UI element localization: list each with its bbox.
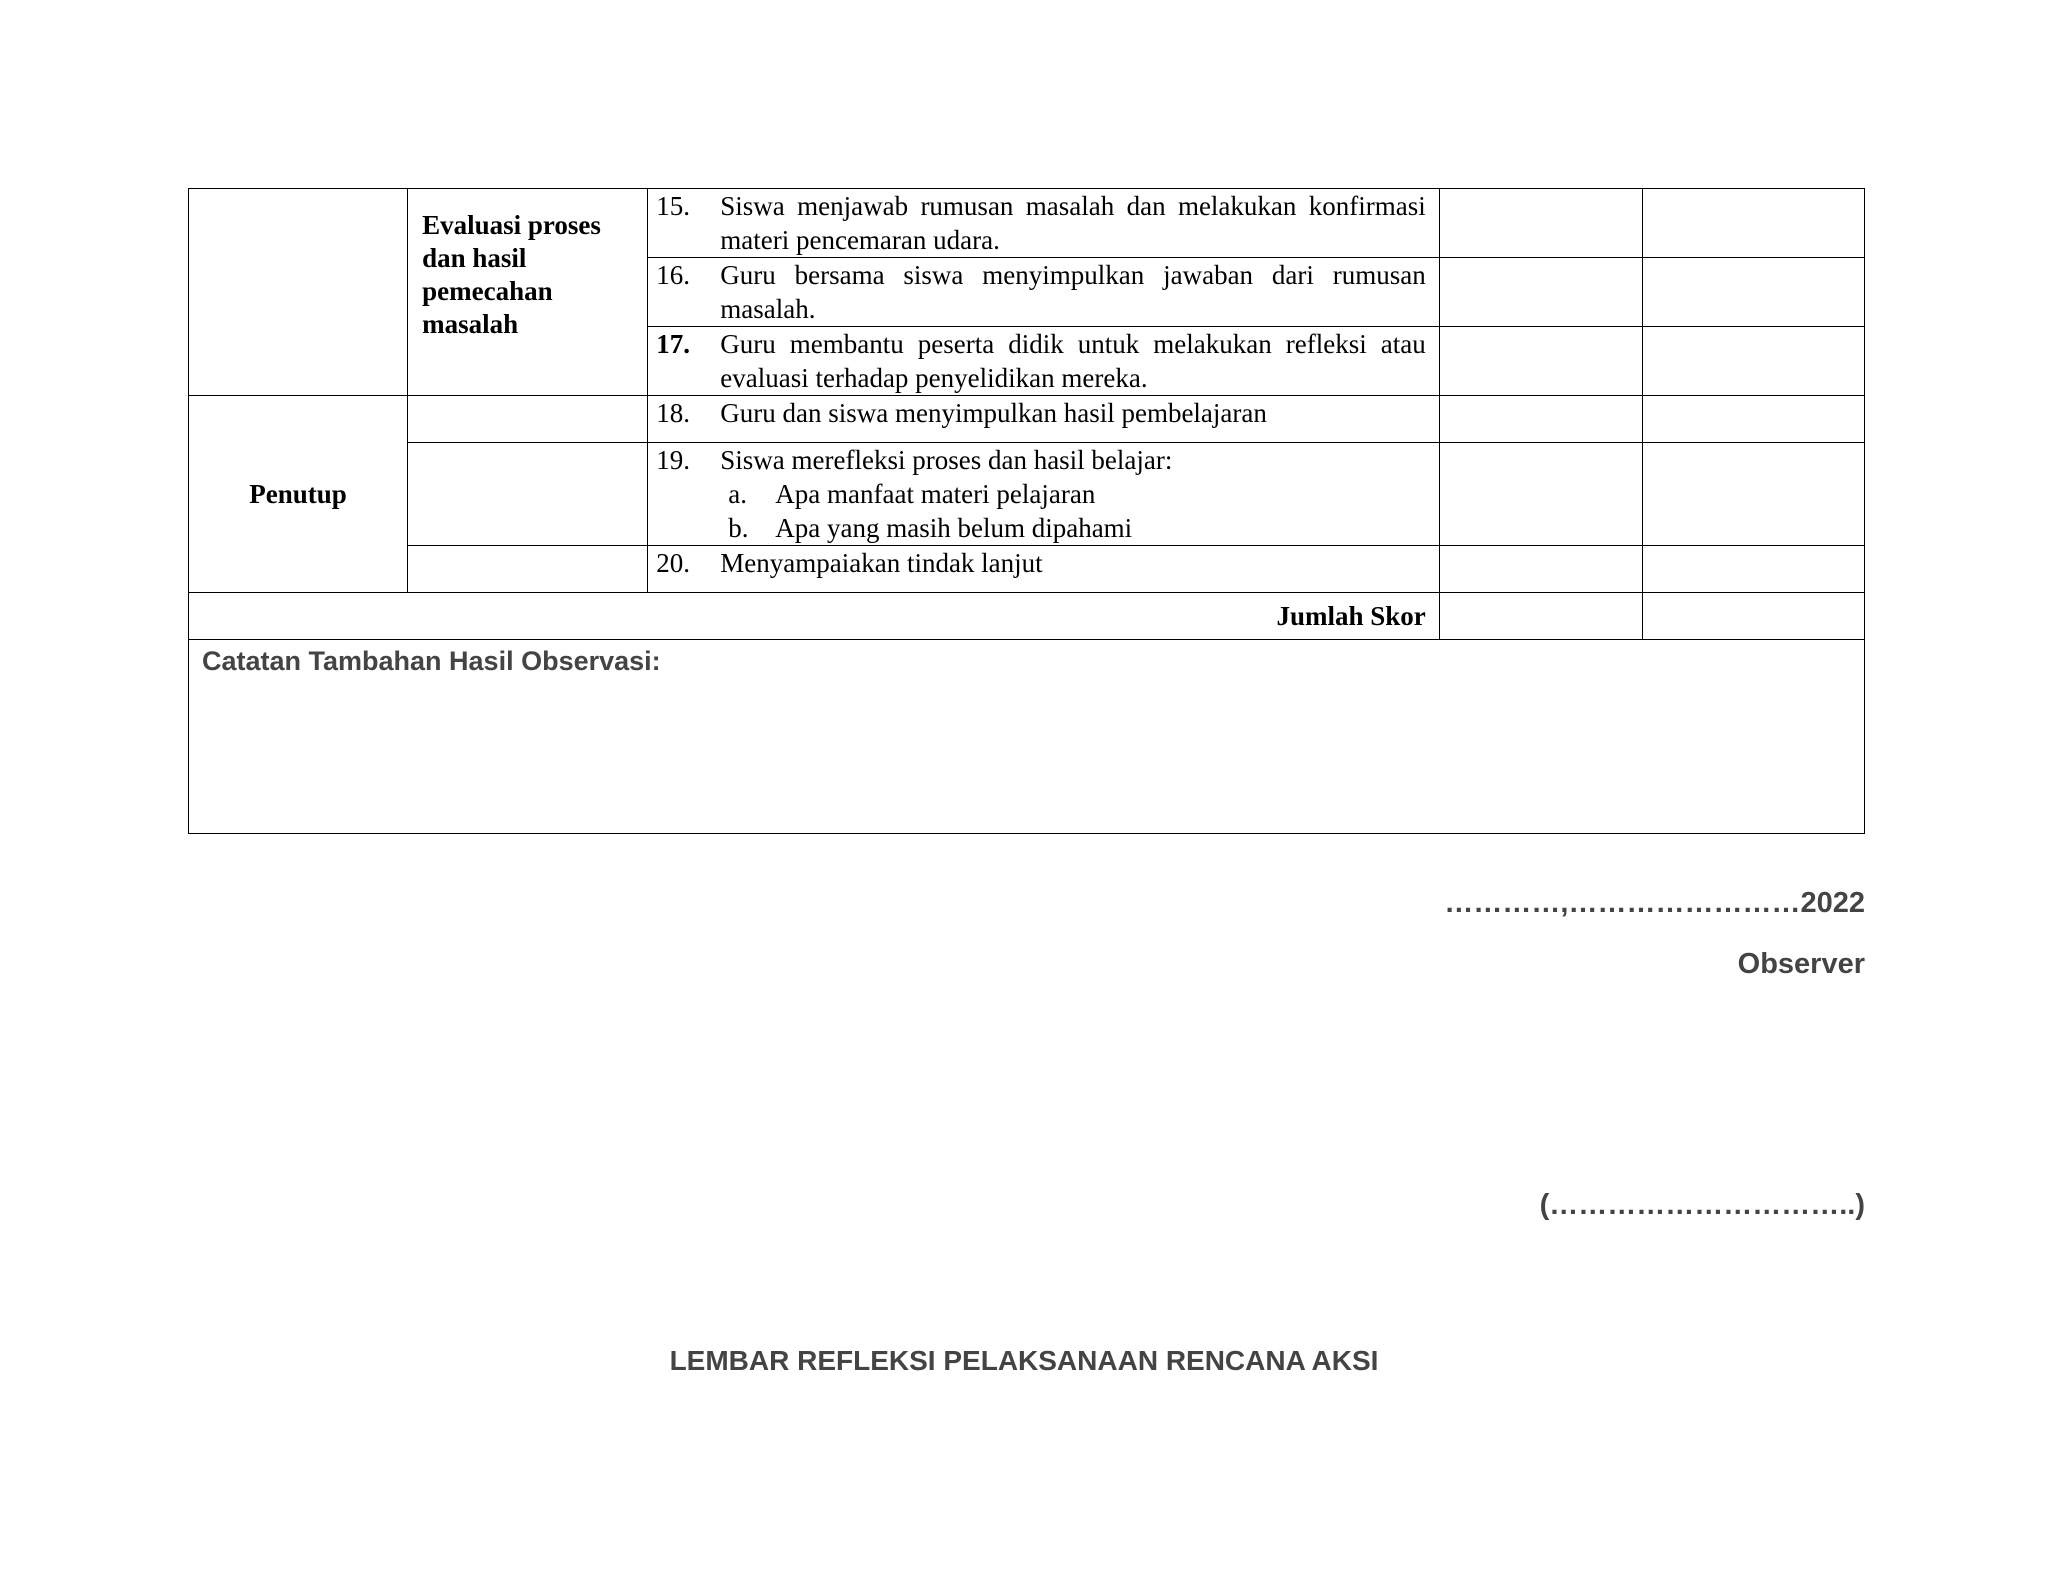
score-cell[interactable]	[1439, 189, 1642, 258]
item-cell	[648, 258, 1439, 327]
item-cell	[648, 443, 1439, 546]
step-line: pemecahan	[422, 276, 553, 306]
step-cell-empty	[408, 546, 648, 593]
step-line: dan hasil	[422, 243, 527, 273]
item-cell	[648, 189, 1439, 258]
score-cell[interactable]	[1439, 396, 1642, 443]
item-text: Menyampaiakan tindak lanjut	[720, 548, 1043, 578]
observation-table	[188, 188, 1865, 834]
score-cell[interactable]	[1439, 327, 1642, 396]
step-line: masalah	[422, 309, 519, 339]
item-cell	[648, 396, 1439, 443]
table-row	[189, 189, 1865, 258]
total-row	[189, 593, 1865, 640]
score-cell[interactable]	[1642, 189, 1864, 258]
next-section-title: LEMBAR REFLEKSI PELAKSANAAN RENCANA AKSI	[669, 1345, 1379, 1376]
item-text: Siswa merefleksi proses dan hasil belajar:	[720, 445, 1173, 475]
sub-item-letter: a.	[728, 479, 747, 509]
item-number: 16.	[656, 260, 691, 290]
score-cell[interactable]	[1642, 327, 1864, 396]
notes-label: Catatan Tambahan Hasil Observasi:	[202, 646, 661, 676]
phase-cell-empty	[189, 189, 408, 396]
item-cell	[648, 327, 1439, 396]
notes-row	[189, 640, 1865, 834]
item-number: 15.	[656, 191, 691, 221]
phase-cell-closing: Penutup	[189, 396, 408, 593]
notes-cell[interactable]	[189, 640, 1865, 834]
score-cell[interactable]	[1642, 443, 1864, 546]
sub-item-text: Apa yang masih belum dipahami	[775, 513, 1133, 543]
item-cell	[648, 546, 1439, 593]
score-cell[interactable]	[1642, 258, 1864, 327]
sub-item-text: Apa manfaat materi pelajaran	[775, 479, 1096, 509]
step-cell-empty	[408, 396, 648, 443]
step-cell-evaluation	[408, 189, 648, 396]
total-label: Jumlah Skor	[189, 593, 1440, 640]
signature-name-placeholder: (…………………………..)	[1539, 1189, 1865, 1221]
date-line: …………,……………………2022	[1444, 887, 1865, 919]
sub-item-letter: b.	[728, 513, 749, 543]
step-cell-empty	[408, 443, 648, 546]
observer-label: Observer	[1737, 948, 1865, 980]
step-line: Evaluasi proses	[422, 210, 601, 240]
item-text: Siswa menjawab rumusan masalah dan melakukan konfirmasi materi pencemaran udara.	[720, 191, 1426, 255]
table-row	[189, 546, 1865, 593]
total-score-cell[interactable]	[1642, 593, 1864, 640]
score-cell[interactable]	[1642, 546, 1864, 593]
item-text: Guru bersama siswa menyimpulkan jawaban dari rumusan masalah.	[720, 260, 1426, 324]
table-row	[189, 396, 1865, 443]
score-cell[interactable]	[1439, 443, 1642, 546]
total-score-cell[interactable]	[1439, 593, 1642, 640]
score-cell[interactable]	[1642, 396, 1864, 443]
score-cell[interactable]	[1439, 258, 1642, 327]
sub-item	[720, 477, 1425, 511]
sub-item	[720, 511, 1425, 545]
item-text: Guru membantu peserta didik untuk melakukan refleksi atau evaluasi terhadap penyelidikan mereka.	[720, 329, 1426, 393]
item-number: 18.	[656, 398, 691, 428]
item-text: Guru dan siswa menyimpulkan hasil pembelajaran	[720, 398, 1267, 428]
score-cell[interactable]	[1439, 546, 1642, 593]
item-number: 17.	[656, 329, 691, 359]
table-row	[189, 443, 1865, 546]
item-number: 19.	[656, 445, 691, 475]
item-number: 20.	[656, 548, 691, 578]
